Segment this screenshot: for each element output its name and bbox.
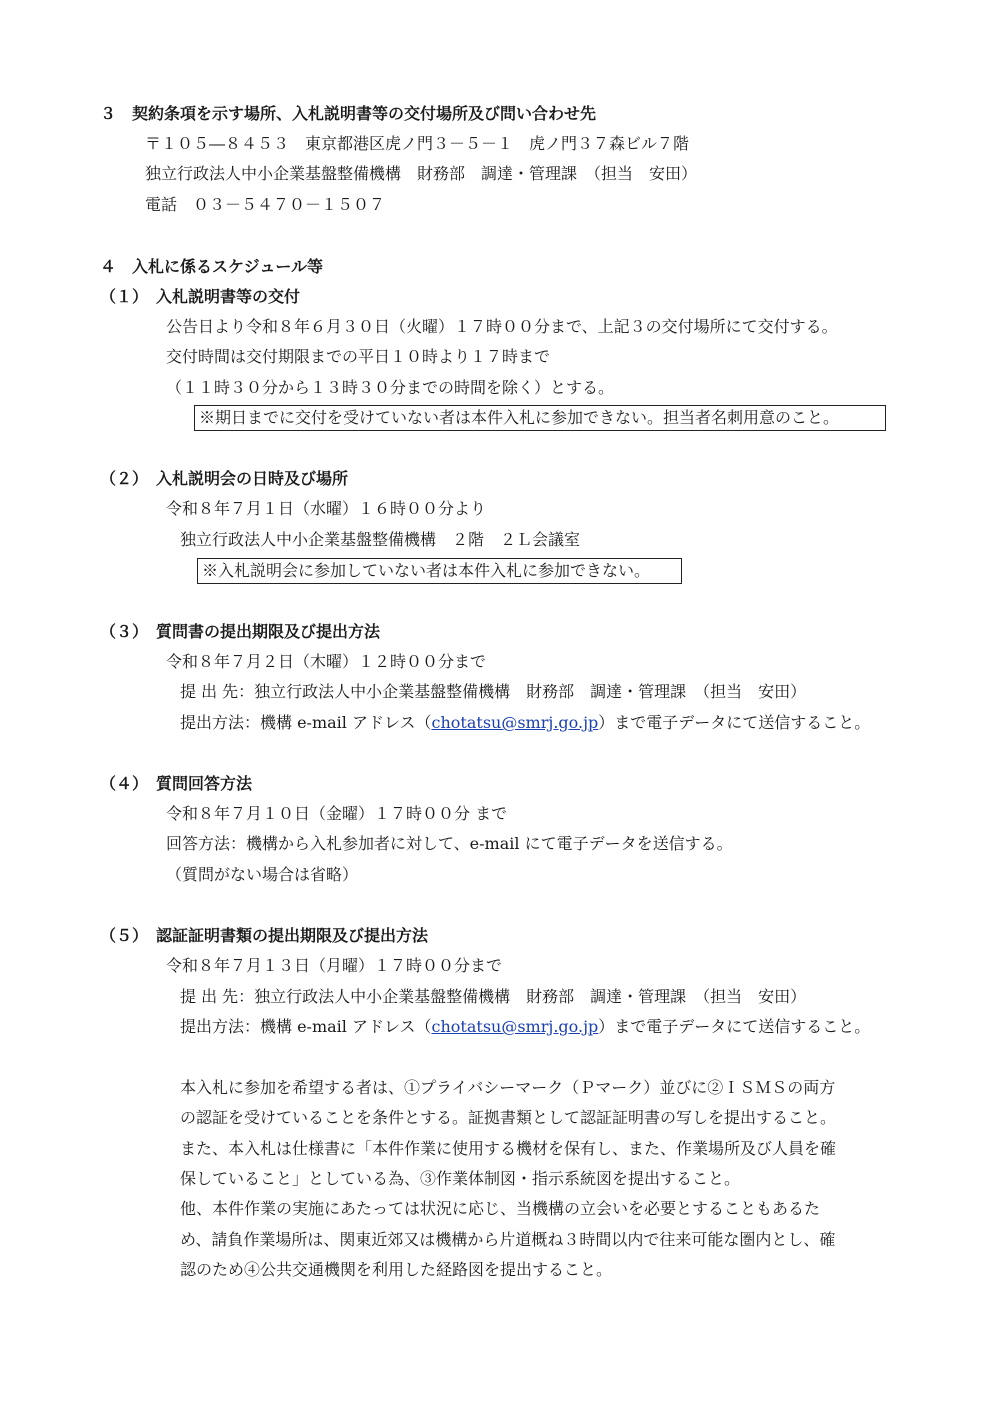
question-method-line [180,712,870,734]
certificate-email-link[interactable]: chotatsu@smrj.go.jp [431,1017,599,1036]
delivery-period-text: 公告日より令和８年６月３０日（火曜）１７時００分まで、上記３の交付場所にて交付する。 [166,317,838,336]
subsection-5-heading: （５） 認証証明書類の提出期限及び提出方法 [100,926,429,945]
contact-organization: 独立行政法人中小企業基盤整備機構 財務部 調達・管理課 （担当 安田） [145,164,698,183]
requirements-paragraph-line: 他、本件作業の実施にあたっては状況に応じ、当機構の立会いを必要とすることもあるた [180,1199,821,1218]
requirements-paragraph-line: 本入札に参加を希望する者は、①プライバシーマーク（Ｐマーク）並びに②ＩＳＭＳの両方 [180,1078,836,1097]
certificate-deadline-text: 令和８年７月１３日（月曜）１７時００分まで [166,956,503,975]
subsection-1-heading: （１） 入札説明書等の交付 [100,287,301,306]
subsection-4-heading: （４） 質問回答方法 [100,774,253,793]
section-4-heading: ４ 入札に係るスケジュール等 [100,257,324,276]
requirements-paragraph-line: め、請負作業場所は、関東近郊又は機構から片道概ね３時間以内で往来可能な圏内とし、確 [180,1230,836,1249]
contact-phone: 電話 ０３－５４７０－１５０７ [145,195,386,214]
requirements-paragraph-line: 保していること」としている為、③作業体制図・指示系統図を提出すること。 [180,1169,741,1188]
requirements-paragraph-line: また、本入札は仕様書に「本件作業に使用する機材を保有し、また、作業場所及び人員を確 [180,1139,837,1158]
delivery-notice-text: ※期日までに交付を受けていない者は本件入札に参加できない。担当者名刺用意のこと。 [199,408,840,427]
question-method-prefix: 提出方法：機構 e-mail アドレス（ [180,713,432,732]
certificate-destination-text: 提 出 先：独立行政法人中小企業基盤整備機構 財務部 調達・管理課 （担当 安田） [180,987,807,1006]
briefing-location-text: 独立行政法人中小企業基盤整備機構 ２階 ２Ｌ会議室 [180,530,581,549]
requirements-paragraph-line: の認証を受けていることを条件とする。証拠書類として認証証明書の写しを提出すること。 [180,1108,837,1127]
briefing-notice-text: ※入札説明会に参加していない者は本件入札に参加できない。 [202,561,651,580]
answer-deadline-text: 令和８年７月１０日（金曜）１７時００分 まで [166,804,508,823]
answer-omission-text: （質問がない場合は省略） [166,865,359,884]
question-email-link[interactable]: chotatsu@smrj.go.jp [431,713,599,732]
certificate-method-line [180,1016,870,1038]
question-deadline-text: 令和８年７月２日（木曜）１２時００分まで [166,652,487,671]
delivery-hours-exclusion-text: （１１時３０分から１３時３０分までの時間を除く）とする。 [166,378,615,397]
subsection-3-heading: （３） 質問書の提出期限及び提出方法 [100,622,381,641]
requirements-paragraph-line: 認のため④公共交通機関を利用した経路図を提出すること。 [180,1260,613,1279]
section-3-heading: ３ 契約条項を示す場所、入札説明書等の交付場所及び問い合わせ先 [100,104,597,123]
question-destination-text: 提 出 先：独立行政法人中小企業基盤整備機構 財務部 調達・管理課 （担当 安田） [180,682,807,701]
subsection-2-heading: （２） 入札説明会の日時及び場所 [100,469,349,488]
contact-address: 〒１０５―８４５３ 東京都港区虎ノ門３－５－１ 虎ノ門３７森ビル７階 [145,134,690,153]
briefing-datetime-text: 令和８年７月１日（水曜）１６時００分より [166,499,487,518]
delivery-hours-text: 交付時間は交付期限までの平日１０時より１７時まで [166,347,551,366]
question-method-suffix: ）まで電子データにて送信すること。 [598,713,871,732]
certificate-method-suffix: ）まで電子データにて送信すること。 [598,1017,871,1036]
answer-method-text: 回答方法：機構から入札参加者に対して、e-mail にて電子データを送信する。 [166,834,733,853]
certificate-method-prefix: 提出方法：機構 e-mail アドレス（ [180,1017,432,1036]
